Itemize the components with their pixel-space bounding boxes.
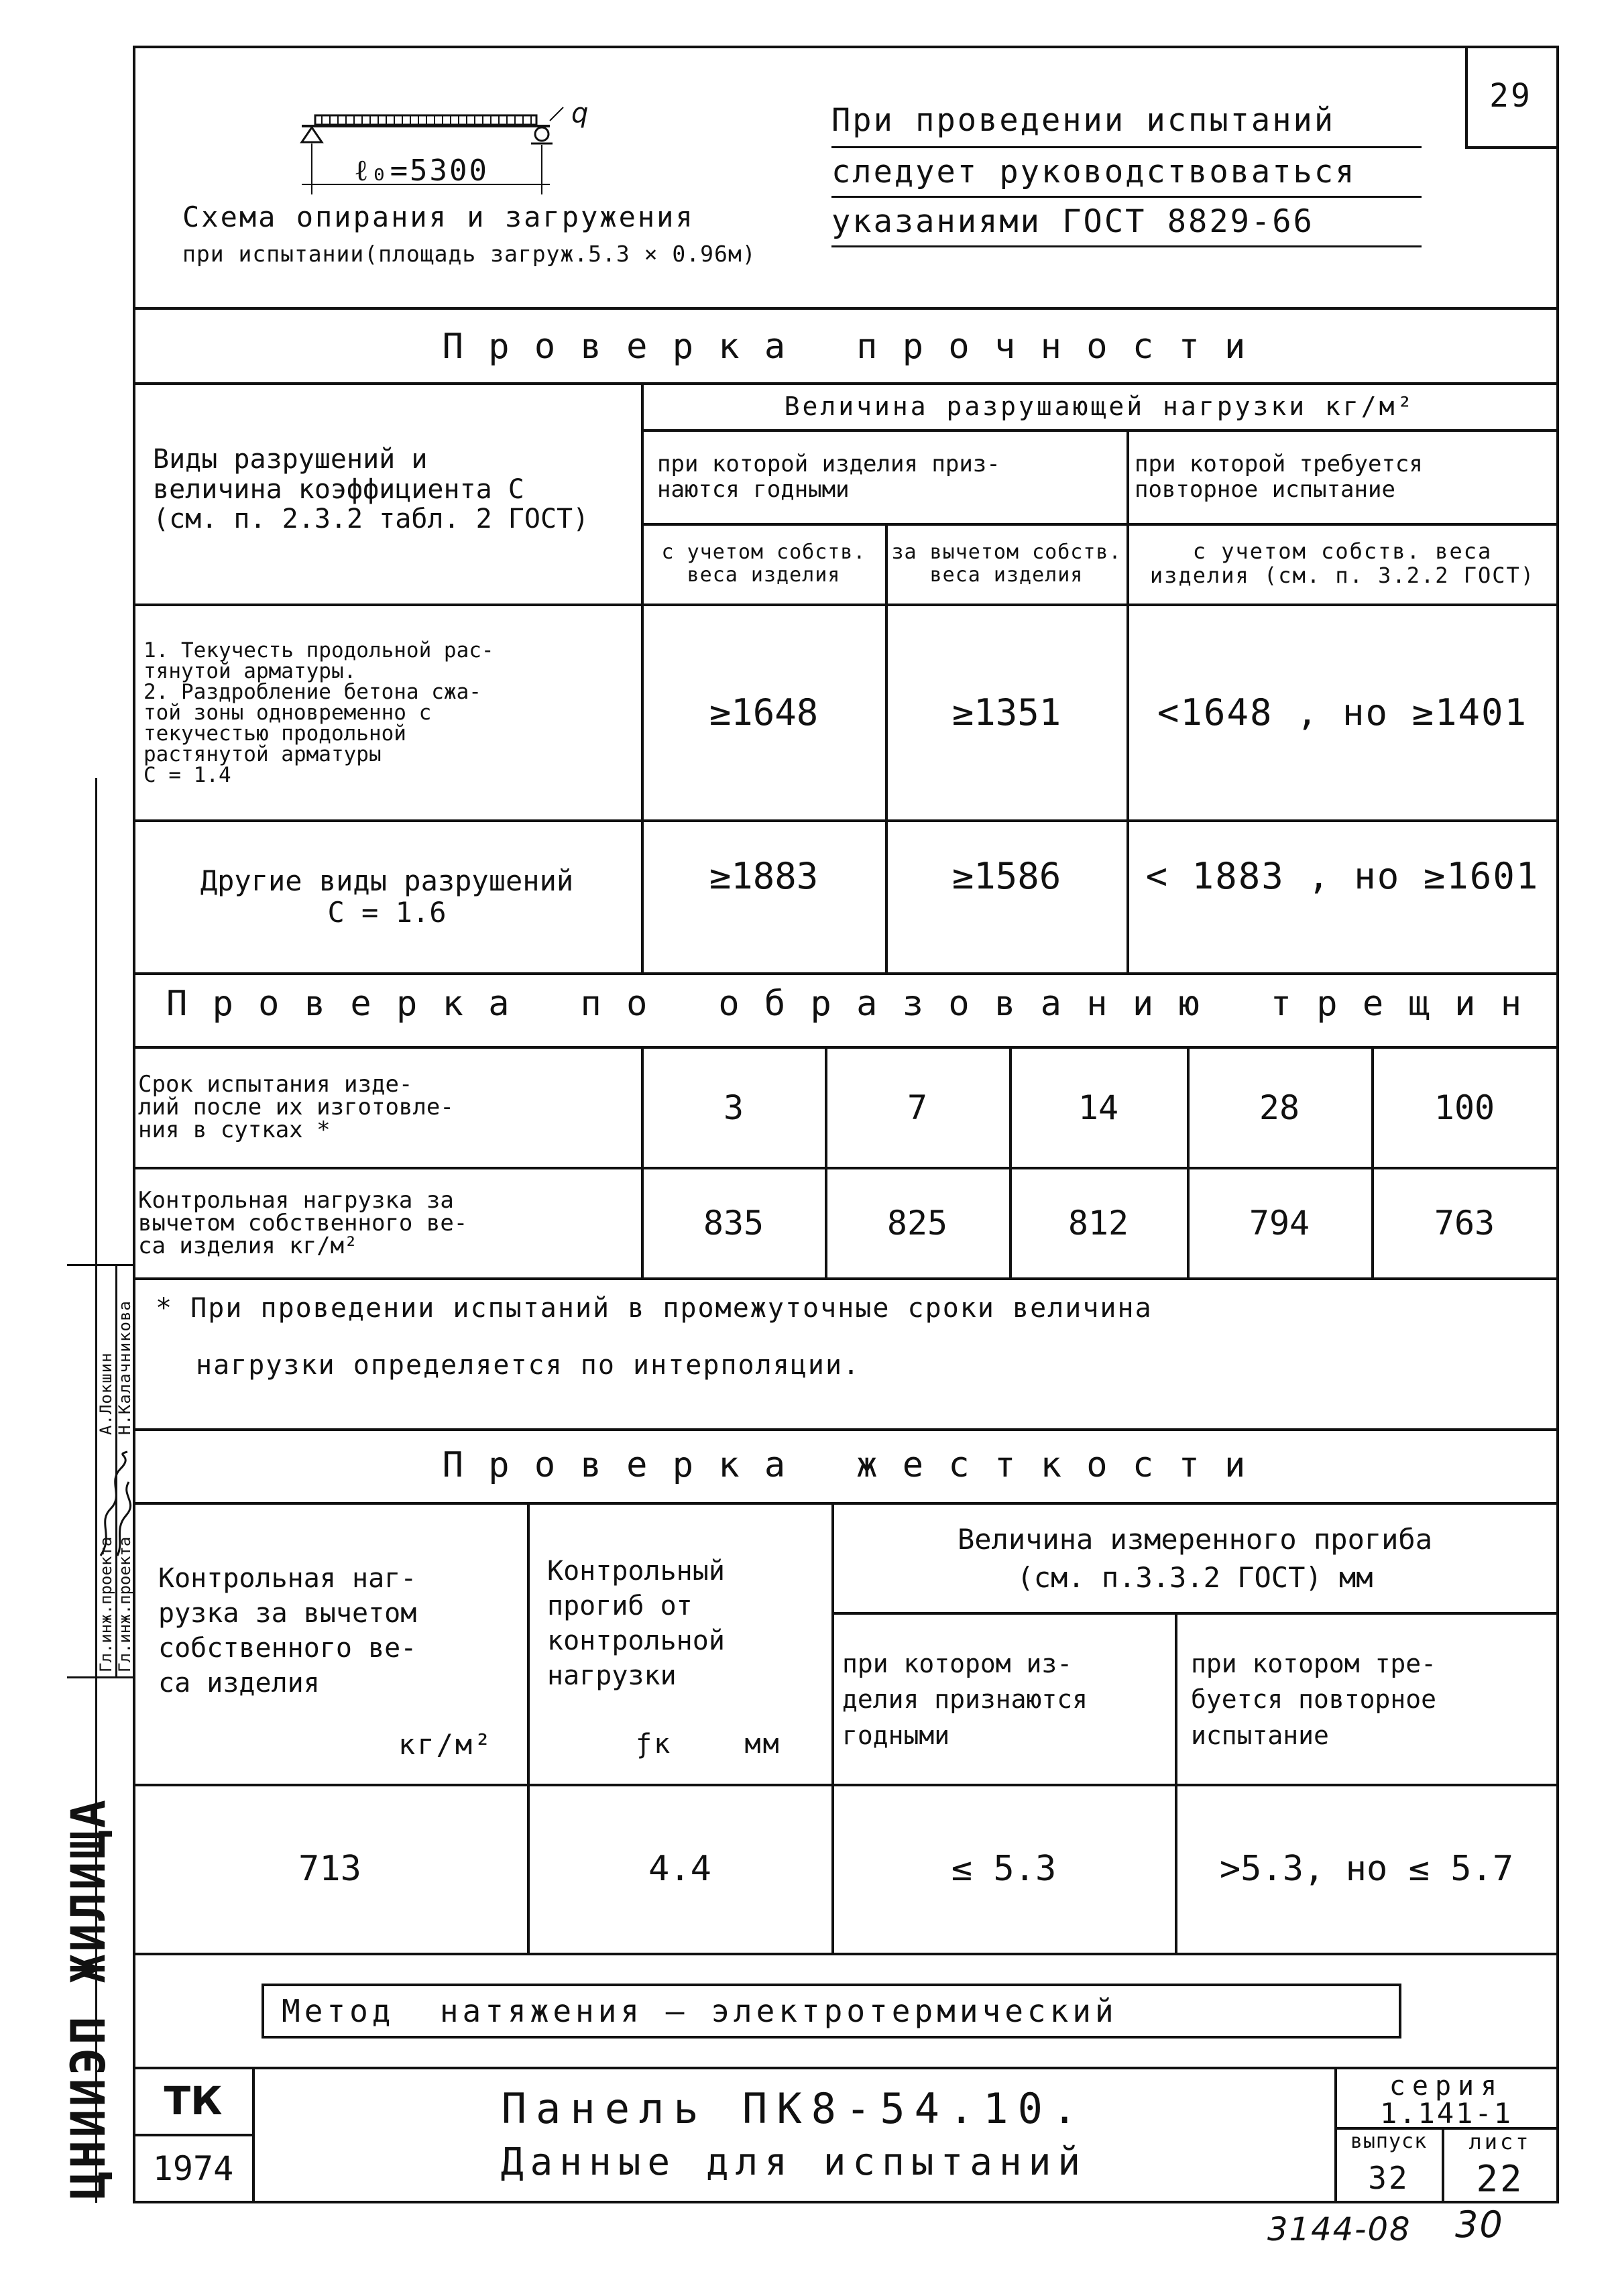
series-label: серия (1389, 2071, 1504, 2102)
notice-line: указаниями ГОСТ 8829-66 (831, 203, 1314, 240)
stiffness-header-measured: Величина измеренного прогиба (см. п.3.3.2 ГОСТ) мм (957, 1523, 1432, 1594)
cracks-days-value: 28 (1259, 1088, 1300, 1127)
cracks-load-value: 825 (886, 1204, 948, 1243)
issue-label: выпуск (1350, 2130, 1428, 2153)
cracks-section-title: П р о в е р к а п о о б р а з о в а н и ю т р е щ и н (166, 984, 1524, 1024)
load-label: q (571, 98, 590, 129)
stamp-name: Н.Калачникова (115, 1300, 134, 1435)
scheme-caption-area: при испытании(площадь загруж.5.3 × 0.96м) (182, 241, 756, 267)
stiffness-header-load-unit: кг/м² (398, 1728, 494, 1761)
stiffness-header-deflection-unit: ƒк мм (636, 1729, 781, 1760)
cracks-days-value: 7 (907, 1088, 928, 1127)
stiffness-load-value: 713 (298, 1849, 361, 1889)
cracks-days-value: 100 (1434, 1088, 1495, 1127)
stiffness-deflection-value: 4.4 (648, 1849, 711, 1889)
strength-sub-without-weight: за вычетом собств. веса изделия (891, 540, 1122, 587)
cracks-days-value: 14 (1078, 1088, 1119, 1127)
stiffness-header-fit: при котором из- делия признаются годными (842, 1649, 1088, 1750)
strength-row-with-weight: ≥1883 (709, 854, 819, 897)
cracks-footnote: * При проведении испытаний в промежуточные сроки величина (156, 1293, 1153, 1324)
stamp-name: А.Локшин (97, 1352, 115, 1435)
cracks-days-value: 3 (723, 1088, 744, 1127)
stiffness-retest-value: >5.3, но ≤ 5.7 (1219, 1849, 1514, 1889)
stiffness-section-title: П р о в е р к а ж е с т к о с т и (442, 1445, 1248, 1485)
notice-line: При проведении испытаний (831, 102, 1336, 139)
cracks-load-value: 835 (703, 1204, 764, 1243)
scheme-caption: Схема опирания и загружения (182, 200, 695, 233)
strength-sub-retest: с учетом собств. веса изделия (см. п. 3.2.2 ГОСТ) (1149, 538, 1536, 588)
span-label: ℓ₀=5300 (354, 154, 489, 188)
cracks-footnote: нагрузки определяется по интерполяции. (196, 1350, 861, 1381)
stiffness-fit-value: ≤ 5.3 (951, 1849, 1057, 1889)
strength-row-type: 1. Текучесть продольной рас- тянутой арматуры. 2. Раздробление бетона сжа- той зоны одновременно с текучестью продольной растянутой арматуры С = 1.4 (143, 638, 494, 787)
doc-title: Панель ПК8-54.10. (501, 2084, 1087, 2133)
strength-section-title: П р о в е р к а п р о ч н о с т и (442, 327, 1248, 367)
stiffness-header-retest: при котором тре- буется повторное испытание (1191, 1649, 1437, 1750)
strength-row-without-weight: ≥1351 (951, 691, 1061, 734)
strength-header-retest: при которой требуется повторное испытание (1135, 450, 1423, 503)
strength-header-load: Величина разрушающей нагрузки кг/м² (784, 392, 1416, 421)
stiffness-header-load: Контрольная наг- рузка за вычетом собственного ве- са изделия (158, 1563, 417, 1699)
strength-header-fit: при которой изделия приз- наются годными (657, 450, 1000, 503)
strength-row-type: Другие виды разрушений С = 1.6 (200, 864, 574, 929)
stiffness-header-deflection: Контрольный прогиб от контрольной нагрузки (547, 1556, 725, 1691)
signature-icon (94, 1448, 134, 1562)
doc-subtitle: Данные для испытаний (500, 2140, 1088, 2184)
sheet-number: 29 (1489, 77, 1532, 115)
org-code: ТК (164, 2078, 223, 2124)
institute-stamp: ЦНИИЭП ЖИЛИЩА (61, 1797, 116, 2199)
cracks-load-value: 794 (1249, 1204, 1310, 1243)
strength-header-types: Виды разрушений и величина коэффициента С (см. п. 2.3.2 табл. 2 ГОСТ) (153, 443, 589, 535)
year: 1974 (152, 2149, 234, 2188)
strength-row-without-weight: ≥1586 (951, 854, 1061, 897)
strength-sub-with-weight: с учетом собств. веса изделия (661, 540, 866, 587)
strength-row-retest: <1648 , но ≥1401 (1157, 691, 1528, 734)
stamp-role: Гл.инж.проекта (97, 1536, 115, 1672)
page-number: 30 (1455, 2203, 1504, 2246)
sheet-value: 22 (1476, 2158, 1524, 2200)
sheet-label: лист (1468, 2129, 1532, 2155)
stamp-role: Гл.инж.проекта (115, 1536, 134, 1672)
issue-value: 32 (1368, 2160, 1409, 2196)
cracks-load-value: 812 (1067, 1204, 1129, 1243)
strength-row-retest: < 1883 , но ≥1601 (1145, 854, 1540, 897)
method-text: Метод натяжения — электротермический (282, 1993, 1118, 2029)
archive-number: 3144-08 (1267, 2211, 1411, 2248)
strength-row-with-weight: ≥1648 (709, 691, 819, 734)
notice-line: следует руководствоваться (831, 154, 1357, 190)
series-value: 1.141-1 (1379, 2097, 1513, 2130)
cracks-row-label: Контрольная нагрузка за вычетом собственного ве- са изделия кг/м² (138, 1187, 468, 1259)
cracks-load-value: 763 (1434, 1204, 1495, 1243)
cracks-row-label: Срок испытания изде- лий после их изготовле- ния в сутках * (138, 1071, 454, 1143)
